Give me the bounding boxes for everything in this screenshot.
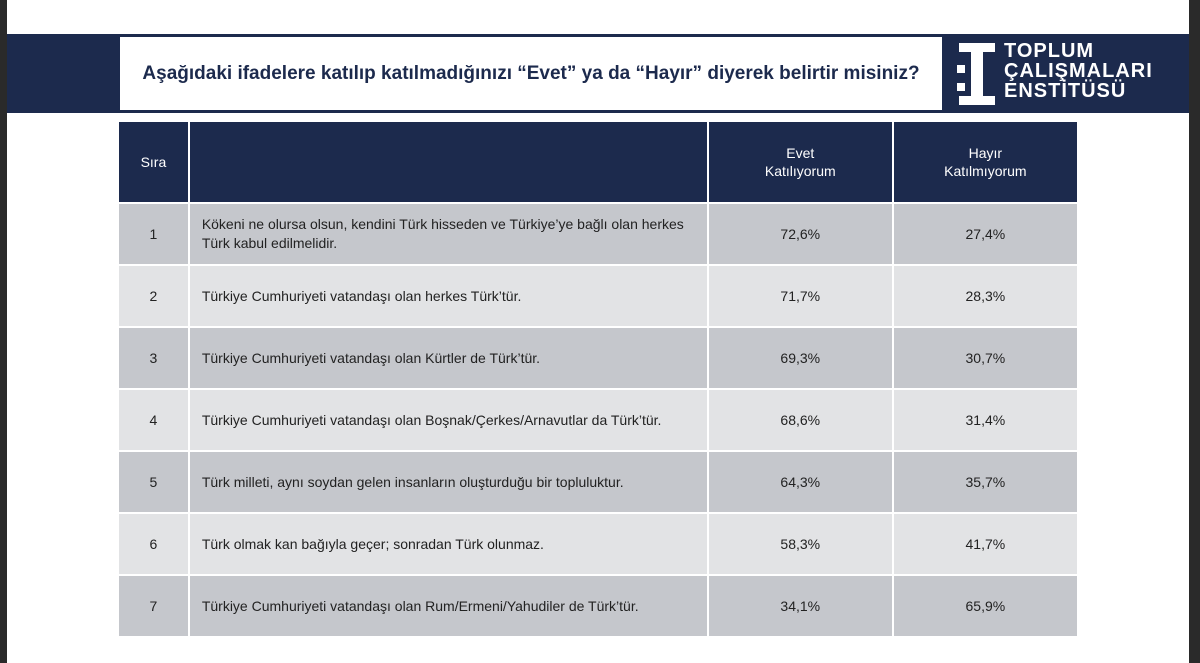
question-title: Aşağıdaki ifadelere katılıp katılmadığınızı “Evet” ya da “Hayır” diyerek belirtir misiniz?	[142, 62, 920, 84]
row-no-percent: 30,7%	[894, 328, 1077, 388]
row-statement: Türkiye Cumhuriyeti vatandaşı olan Kürtler de Türk’tür.	[190, 328, 707, 388]
header-no	[894, 122, 1077, 202]
slide-page	[7, 0, 1189, 663]
row-statement: Türkiye Cumhuriyeti vatandaşı olan Boşnak/Çerkes/Arnavutlar da Türk’tür.	[190, 390, 707, 450]
row-index: 1	[119, 204, 188, 264]
table-row	[119, 390, 1077, 450]
row-statement: Türk milleti, aynı soydan gelen insanların oluşturduğu bir topluluktur.	[190, 452, 707, 512]
row-no-percent: 28,3%	[894, 266, 1077, 326]
row-statement: Kökeni ne olursa olsun, kendini Türk hisseden ve Türkiye’ye bağlı olan herkes Türk kabul edilmelidir.	[190, 204, 707, 264]
row-statement: Türk olmak kan bağıyla geçer; sonradan Türk olunmaz.	[190, 514, 707, 574]
question-box	[120, 37, 942, 110]
logo-line-1: TOPLUM	[1004, 40, 1095, 62]
row-no-percent: 35,7%	[894, 452, 1077, 512]
row-yes-percent: 69,3%	[709, 328, 892, 388]
table-row	[119, 266, 1077, 326]
row-yes-percent: 68,6%	[709, 390, 892, 450]
row-index: 2	[119, 266, 188, 326]
table-row	[119, 514, 1077, 574]
table-row	[119, 204, 1077, 264]
row-no-percent: 65,9%	[894, 576, 1077, 636]
row-statement: Türkiye Cumhuriyeti vatandaşı olan Rum/Ermeni/Yahudiler de Türk’tür.	[190, 576, 707, 636]
header-index: Sıra	[119, 122, 188, 202]
table-row	[119, 328, 1077, 388]
row-index: 5	[119, 452, 188, 512]
window-frame-left	[0, 0, 7, 663]
header-no-line1: Hayır	[968, 145, 1003, 161]
table-row	[119, 452, 1077, 512]
logo-line-2: ÇALIŞMALARI	[1004, 60, 1153, 82]
logo-line-3: ENSTİTÜSÜ	[1004, 80, 1127, 102]
header-yes-line1: Evet	[786, 145, 815, 161]
row-no-percent: 31,4%	[894, 390, 1077, 450]
header-band	[7, 34, 1189, 113]
header-no-line2: Katılmıyorum	[944, 163, 1027, 179]
row-yes-percent: 64,3%	[709, 452, 892, 512]
window-frame-right	[1189, 0, 1200, 663]
row-yes-percent: 72,6%	[709, 204, 892, 264]
row-index: 4	[119, 390, 188, 450]
row-no-percent: 27,4%	[894, 204, 1077, 264]
row-yes-percent: 34,1%	[709, 576, 892, 636]
row-yes-percent: 58,3%	[709, 514, 892, 574]
header-yes	[709, 122, 892, 202]
row-index: 7	[119, 576, 188, 636]
survey-results-table	[117, 120, 1079, 638]
row-index: 3	[119, 328, 188, 388]
row-no-percent: 41,7%	[894, 514, 1077, 574]
row-yes-percent: 71,7%	[709, 266, 892, 326]
table-header-row	[119, 122, 1077, 202]
row-statement: Türkiye Cumhuriyeti vatandaşı olan herkes Türk’tür.	[190, 266, 707, 326]
header-yes-line2: Katılıyorum	[764, 163, 836, 179]
table-row	[119, 576, 1077, 636]
institute-logo-text	[1004, 41, 1153, 101]
institute-logo	[957, 40, 1177, 106]
row-index: 6	[119, 514, 188, 574]
header-statement	[190, 122, 707, 202]
institute-logo-mark-icon	[957, 43, 997, 105]
